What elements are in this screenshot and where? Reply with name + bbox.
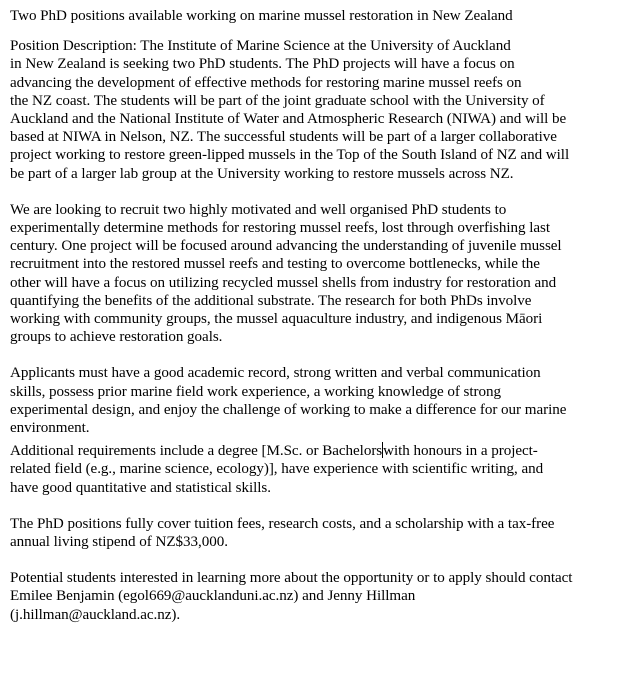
document-body[interactable] xyxy=(10,7,630,624)
additional-requirements-text-before-caret: Additional requirements include a degree [M.Sc. or Bachelors xyxy=(10,443,383,460)
paragraph-funding: The PhD positions fully cover tuition fees, research costs, and a scholarship with a tax-free annual living stipend of NZ$33,000. xyxy=(10,515,555,551)
paragraph-contact: Potential students interested in learning more about the opportunity or to apply should contact Emilee Benjamin (egol669@aucklanduni.ac.nz) and Jenny Hillman (j.hillman@auckland.ac.nz). xyxy=(10,570,573,623)
paragraph-position-description: Position Description: The Institute of Marine Science at the University of Auckland in New Zealand is seeking two PhD students. The PhD projects will have a focus on advancing the development of effective methods for restoring marine mussel reefs on the NZ coast. The students will be part of the joint graduate school with the University of Auckland and the National Institute of Water and Atmospheric Research (NIWA) and will be based at NIWA in Nelson, NZ. The successful students will be part of a larger collaborative project working to restore green-lipped mussels in the Top of the South Island of NZ and will be part of a larger lab group at the University working to restore mussels across NZ. xyxy=(10,38,570,182)
additional-requirements-text-after-caret: with honours in a project- related field (e.g., marine science, ecology)], have experience with scientific writing, and have good quantitative and statistical skills. xyxy=(10,443,544,496)
paragraph-applicant-requirements: Applicants must have a good academic record, strong written and verbal communication skills, possess prior marine field work experience, a working knowledge of strong experimental design, and enjoy the challenge of working to make a difference for our marine environment. xyxy=(10,365,567,437)
document-title: Two PhD positions available working on marine mussel restoration in New Zealand xyxy=(10,8,513,24)
paragraph-additional-requirements xyxy=(10,442,630,497)
paragraph-recruitment: We are looking to recruit two highly motivated and well organised PhD students to experimentally determine methods for restoring mussel reefs, lost through overfishing last century. One project will be focused around advancing the understanding of juvenile mussel recruitment into the restored mussel reefs and testing to overcome bottlenecks, while the other will have a focus on utilizing recycled mussel shells from industry for restoration and quantifying the benefits of the additional substrate. The research for both PhDs involve working with community groups, the mussel aquaculture industry, and indigenous Māori groups to achieve restoration goals. xyxy=(10,201,562,346)
